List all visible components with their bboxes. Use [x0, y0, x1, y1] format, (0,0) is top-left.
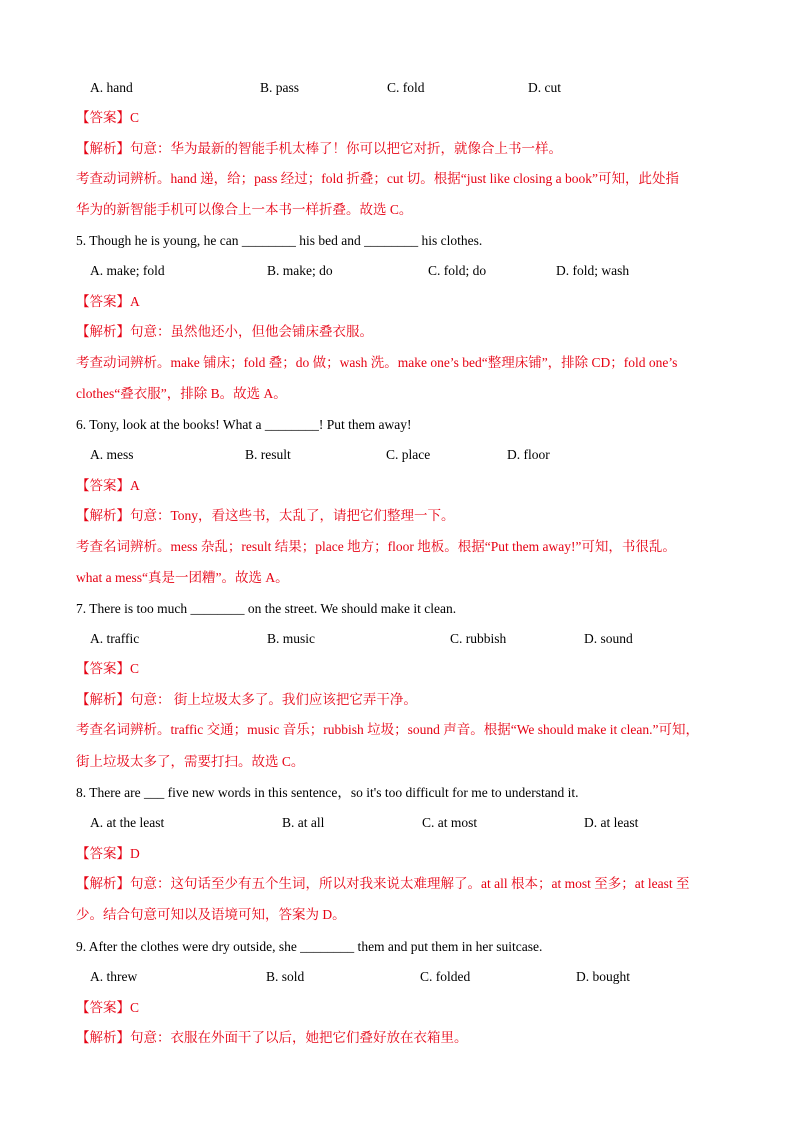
- question-7: 7. There is too much ________ on the street. We should make it clean.: [76, 601, 457, 616]
- analysis-q6-1: 【解析】句意：Tony，看这些书，太乱了，请把它们整理一下。: [76, 508, 455, 523]
- answer-q6: 【答案】A: [76, 478, 140, 493]
- analysis-q4-2: 考查动词辨析。hand 递，给；pass 经过；fold 折叠；cut 切。根据“just like closing a book”可知，此处指: [76, 171, 679, 186]
- option-d: D. sound: [584, 631, 633, 646]
- option-a: A. at the least: [90, 815, 165, 830]
- options-q7: [90, 629, 770, 649]
- option-b: B. music: [267, 631, 316, 646]
- analysis-q7-2: 考查名词辨析。traffic 交通；music 音乐；rubbish 垃圾；sound 声音。根据“We should make it clean.”可知，: [76, 722, 699, 737]
- option-c: C. place: [386, 447, 431, 462]
- answer-q4: 【答案】C: [76, 110, 140, 125]
- options-q5: [90, 261, 770, 281]
- analysis-q6-3: what a mess“真是一团糟”。故选 A。: [76, 570, 289, 585]
- options-q8: [90, 813, 770, 833]
- answer-q9: 【答案】C: [76, 1000, 140, 1015]
- option-c: C. folded: [420, 969, 471, 984]
- analysis-q5-1: 【解析】句意：虽然他还小，但他会铺床叠衣服。: [76, 324, 373, 339]
- options-q9: [90, 967, 770, 987]
- option-c: C. fold; do: [428, 263, 487, 278]
- option-a: A. mess: [90, 447, 134, 462]
- option-b: B. make; do: [267, 263, 333, 278]
- option-b: B. at all: [282, 815, 325, 830]
- option-a: A. traffic: [90, 631, 140, 646]
- analysis-q4-1: 【解析】句意：华为最新的智能手机太棒了！你可以把它对折，就像合上书一样。: [76, 141, 562, 156]
- analysis-q9-1: 【解析】句意：衣服在外面干了以后，她把它们叠好放在衣箱里。: [76, 1030, 468, 1045]
- answer-q8: 【答案】D: [76, 846, 140, 861]
- option-a: A. hand: [90, 80, 133, 95]
- option-c: C. at most: [422, 815, 478, 830]
- option-c: C. rubbish: [450, 631, 507, 646]
- option-b: B. result: [245, 447, 291, 462]
- question-6: 6. Tony, look at the books! What a ________! Put them away!: [76, 417, 412, 432]
- answer-q7: 【答案】C: [76, 661, 140, 676]
- option-b: B. pass: [260, 80, 300, 95]
- analysis-q7-3: 街上垃圾太多了，需要打扫。故选 C。: [76, 754, 305, 769]
- options-q6: [90, 445, 770, 465]
- option-d: D. bought: [576, 969, 630, 984]
- analysis-q8-1: 【解析】句意：这句话至少有五个生词，所以对我来说太难理解了。at all 根本；at most 至多；at least 至: [76, 876, 690, 891]
- analysis-q7-1: 【解析】句意： 街上垃圾太多了。我们应该把它弄干净。: [76, 692, 417, 707]
- option-d: D. fold; wash: [556, 263, 630, 278]
- analysis-q5-3: clothes“叠衣服”，排除 B。故选 A。: [76, 386, 287, 401]
- analysis-q4-3: 华为的新智能手机可以像合上一本书一样折叠。故选 C。: [76, 202, 413, 217]
- analysis-q8-2: 少。结合句意可知以及语境可知，答案为 D。: [76, 907, 346, 922]
- question-9: 9. After the clothes were dry outside, she ________ them and put them in her suitcase.: [76, 939, 543, 954]
- options-q4: [90, 78, 770, 98]
- option-d: D. floor: [507, 447, 550, 462]
- analysis-q6-2: 考查名词辨析。mess 杂乱；result 结果；place 地方；floor 地板。根据“Put them away!”可知，书很乱。: [76, 539, 676, 554]
- option-a: A. make; fold: [90, 263, 165, 278]
- question-5: 5. Though he is young, he can ________ his bed and ________ his clothes.: [76, 233, 483, 248]
- option-a: A. threw: [90, 969, 138, 984]
- option-d: D. at least: [584, 815, 639, 830]
- analysis-q5-2: 考查动词辨析。make 铺床；fold 叠；do 做；wash 洗。make one’s bed“整理床铺”，排除 CD；fold one’s: [76, 355, 678, 370]
- answer-q5: 【答案】A: [76, 294, 140, 309]
- question-8: 8. There are ___ five new words in this sentence，so it's too difficult for me to understand it.: [76, 785, 579, 800]
- option-b: B. sold: [266, 969, 305, 984]
- option-d: D. cut: [528, 80, 561, 95]
- option-c: C. fold: [387, 80, 425, 95]
